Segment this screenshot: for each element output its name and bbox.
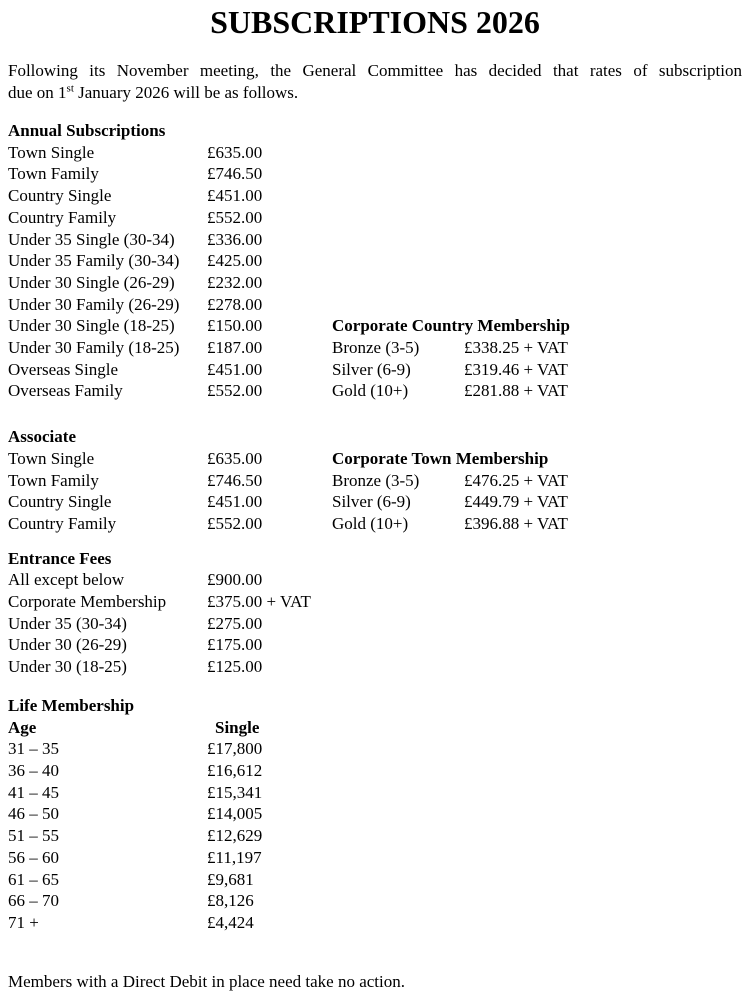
life-membership-heading: Life Membership [8,695,135,715]
fee-row [332,513,732,535]
fee-label: Country Family [8,207,117,227]
fee-row [332,470,732,492]
fee-label: Under 30 Family (18-25) [8,338,180,358]
section-corporate-country-membership [332,315,732,402]
section-entrance-fees [8,548,742,678]
intro-line2-suffix: January 2026 will be as follows. [73,83,299,102]
fee-row [332,359,732,381]
fee-row [8,294,742,316]
fee-label: Overseas Family [8,381,123,401]
tier-amount: £338.25 + VAT [464,338,568,357]
fee-row [8,591,742,613]
age-range-label: 31 – 35 [8,739,59,759]
fee-amount: £275.00 [207,613,263,633]
fee-amount: £16,612 [207,760,263,780]
fee-label: Under 30 (26-29) [8,635,127,655]
tier-label: Gold (10+) [332,513,409,533]
fee-label: Overseas Single [8,359,119,379]
age-range-label: 51 – 55 [8,826,59,846]
tier-amount: £449.79 + VAT [464,492,568,512]
entrance-fees-table [8,569,742,678]
fee-amount: £4,424 [207,912,254,932]
fee-label: All except below [8,570,125,590]
fee-row [8,912,742,934]
associate-heading: Associate [8,427,76,447]
fee-amount: £552.00 [207,207,263,227]
tier-label: Silver (6-9) [332,492,411,512]
tier-amount: £396.88 + VAT [464,513,568,533]
fee-amount: £17,800 [207,739,263,759]
fee-row [8,207,742,229]
section-corporate-town-membership [332,448,732,535]
fee-amount: £125.00 [207,657,263,677]
fee-amount: £9,681 [207,869,254,889]
age-range-label: 46 – 50 [8,804,59,824]
fee-row [8,185,742,207]
fee-row [8,760,742,782]
fee-label: Country Single [8,492,112,512]
fee-row [8,847,742,869]
fee-row [8,656,742,678]
fee-label: Under 30 Family (26-29) [8,294,180,314]
fee-amount: £336.00 [207,229,263,249]
fee-row [8,782,742,804]
section-associate [8,426,742,535]
fee-amount: £425.00 [207,251,263,271]
fee-amount: £14,005 [207,804,263,824]
fee-amount: £175.00 [207,635,263,655]
fee-amount: £15,341 [207,782,263,802]
fee-row [8,272,742,294]
age-range-label: 41 – 45 [8,782,59,802]
fee-label: Town Family [8,164,99,184]
fee-amount: £375.00 + VAT [207,592,311,612]
fee-label: Under 35 (30-34) [8,613,127,633]
age-column-header: Age [8,717,37,737]
intro-paragraph [8,60,742,104]
fee-amount: £552.00 [207,381,263,401]
fee-label: Under 35 Single (30-34) [8,229,175,249]
fee-row [8,738,742,760]
tier-label: Bronze (3-5) [332,338,420,357]
section-life-membership [8,695,742,934]
life-membership-column-headers [8,717,742,739]
tier-label: Bronze (3-5) [332,470,420,490]
fee-label: Under 30 Single (26-29) [8,272,175,292]
fee-label: Town Single [8,142,95,162]
fee-label: Country Single [8,186,112,206]
tier-amount: £476.25 + VAT [464,470,568,490]
fee-label: Under 30 Single (18-25) [8,316,175,336]
fee-row [8,869,742,891]
fee-amount: £900.00 [207,570,263,590]
age-range-label: 66 – 70 [8,891,59,911]
age-range-label: 71 + [8,912,39,932]
fee-label: Country Family [8,513,117,533]
tier-label: Silver (6-9) [332,359,411,379]
tier-amount: £281.88 + VAT [464,381,568,401]
age-range-label: 61 – 65 [8,869,59,889]
fee-amount: £552.00 [207,513,263,533]
fee-amount: £746.50 [207,470,263,490]
fee-amount: £451.00 [207,359,263,379]
fee-row [8,803,742,825]
fee-label: Town Family [8,470,99,490]
fee-amount: £635.00 [207,448,263,468]
fee-row [8,569,742,591]
entrance-fees-heading: Entrance Fees [8,548,112,568]
intro-line2-prefix: due on 1 [8,83,67,102]
fee-amount: £12,629 [207,826,263,846]
fee-row [8,613,742,635]
fee-amount: £187.00 [207,338,263,358]
fee-row [8,825,742,847]
fee-row [8,250,742,272]
fee-amount: £150.00 [207,316,263,336]
corporate-country-heading: Corporate Country Membership [332,316,570,336]
fee-amount: £451.00 [207,186,263,206]
tier-label: Gold (10+) [332,381,409,401]
life-membership-table [8,738,742,933]
section-annual-subscriptions [8,120,742,402]
fee-label: Town Single [8,448,95,468]
fee-amount: £232.00 [207,272,263,292]
fee-row [8,890,742,912]
ordinal-superscript: st [66,82,74,95]
direct-debit-note: Members with a Direct Debit in place need take no action. [8,971,405,991]
fee-row [8,229,742,251]
fee-label: Under 30 (18-25) [8,657,127,677]
corporate-town-heading: Corporate Town Membership [332,448,549,468]
fee-row [8,163,742,185]
fee-amount: £11,197 [207,847,262,867]
annual-subscriptions-heading: Annual Subscriptions [8,121,166,140]
fee-row [8,634,742,656]
tier-amount: £319.46 + VAT [464,359,568,379]
fee-amount: £278.00 [207,294,263,314]
fee-row [8,142,742,164]
fee-row [332,380,732,402]
corporate-town-table [332,470,732,535]
fee-amount: £8,126 [207,891,254,911]
fee-amount: £451.00 [207,492,263,512]
single-column-header: Single [215,717,260,737]
age-range-label: 36 – 40 [8,760,59,780]
intro-line-1: Following its November meeting, the General Committee has decided that rates of subscription [8,61,742,80]
fee-label: Corporate Membership [8,592,167,612]
page-title: SUBSCRIPTIONS 2026 [210,4,540,40]
intro-line-2 [8,82,742,104]
fee-amount: £746.50 [207,164,263,184]
corporate-country-table [332,337,732,402]
age-range-label: 56 – 60 [8,847,59,867]
fee-row [332,337,732,359]
fee-row [332,491,732,513]
fee-label: Under 35 Family (30-34) [8,251,180,271]
fee-amount: £635.00 [207,142,263,162]
